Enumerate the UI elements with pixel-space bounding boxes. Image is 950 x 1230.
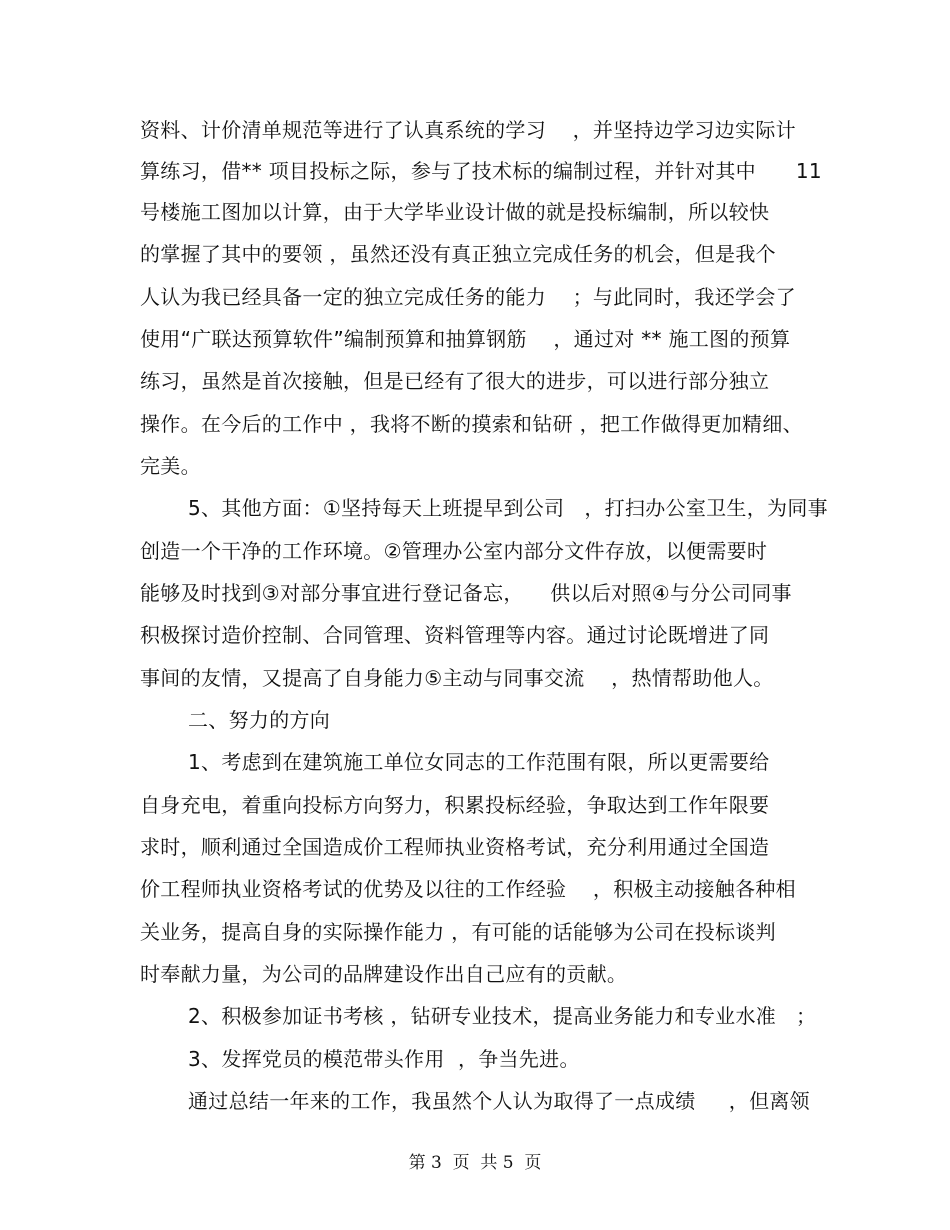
body-line: 2、积极参加证书考核 ，钻研专业技术，提高业务能力和专业水准 ； — [188, 1004, 817, 1028]
body-line: 自身充电，着重向投标方向努力，积累投标经验，争取达到工作年限要 — [140, 793, 770, 817]
body-line: 练习，虽然是首次接触，但是已经有了很大的进步，可以进行部分独立 — [140, 369, 770, 393]
body-line: 时奉献力量，为公司的品牌建设作出自己应有的贡献。 — [140, 962, 628, 986]
body-line: 操作。在今后的工作中 ，我将不断的摸索和钻研 ，把工作做得更加精细、 — [140, 412, 803, 436]
body-line: 完美。 — [140, 454, 201, 478]
body-line: 价工程师执业资格考试的优势及以往的工作经验 ，积极主动接触各种相 — [140, 877, 796, 901]
body-line: 积极探讨造价控制、合同管理、资料管理等内容。通过讨论既增进了同 — [140, 623, 770, 647]
section-heading: 二、努力的方向 — [188, 708, 331, 732]
body-line: 1、考虑到在建筑施工单位女同志的工作范围有限，所以更需要给 — [188, 750, 770, 774]
body-line: 的掌握了其中的要领 ，虽然还没有真正独立完成任务的机会，但是我个 — [140, 242, 776, 266]
body-line: 资料、计价清单规范等进行了认真系统的学习 ，并坚持边学习边实际计 — [140, 118, 796, 142]
body-line: 人认为我已经具备一定的独立完成任务的能力 ；与此同时，我还学会了 — [140, 285, 796, 309]
body-line: 通过总结一年来的工作，我虽然个人认为取得了一点成绩 ，但离领 — [188, 1089, 810, 1113]
body-line: 5、其他方面：①坚持每天上班提早到公司 ，打扫办公室卫生，为同事 — [188, 496, 828, 520]
body-line: 号楼施工图加以计算，由于大学毕业设计做的就是投标编制，所以较快 — [140, 200, 770, 224]
body-line: 使用“广联达预算软件”编制预算和抽算钢筋 ，通过对 ** 施工图的预算 — [140, 327, 791, 351]
body-line: 能够及时找到③对部分事宜进行登记备忘， 供以后对照④与分公司同事 — [140, 581, 792, 605]
body-line: 求时，顺利通过全国造成价工程师执业资格考试，充分利用通过全国造 — [140, 835, 770, 859]
body-line: 3、发挥党员的模范带头作用 ，争当先进。 — [188, 1047, 580, 1071]
body-line: 事间的友情，又提高了自身能力⑤主动与同事交流 ，热情帮助他人。 — [140, 666, 774, 690]
body-line: 算练习，借** 项目投标之际，参与了技术标的编制过程，并针对其中 11 — [140, 159, 822, 183]
body-line: 创造一个干净的工作环境。②管理办公室内部分文件存放，以便需要时 — [140, 539, 768, 563]
body-line: 关业务，提高自身的实际操作能力 ，有可能的话能够为公司在投标谈判 — [140, 920, 776, 944]
page-footer: 第 3 页 共 5 页 — [408, 1153, 542, 1173]
